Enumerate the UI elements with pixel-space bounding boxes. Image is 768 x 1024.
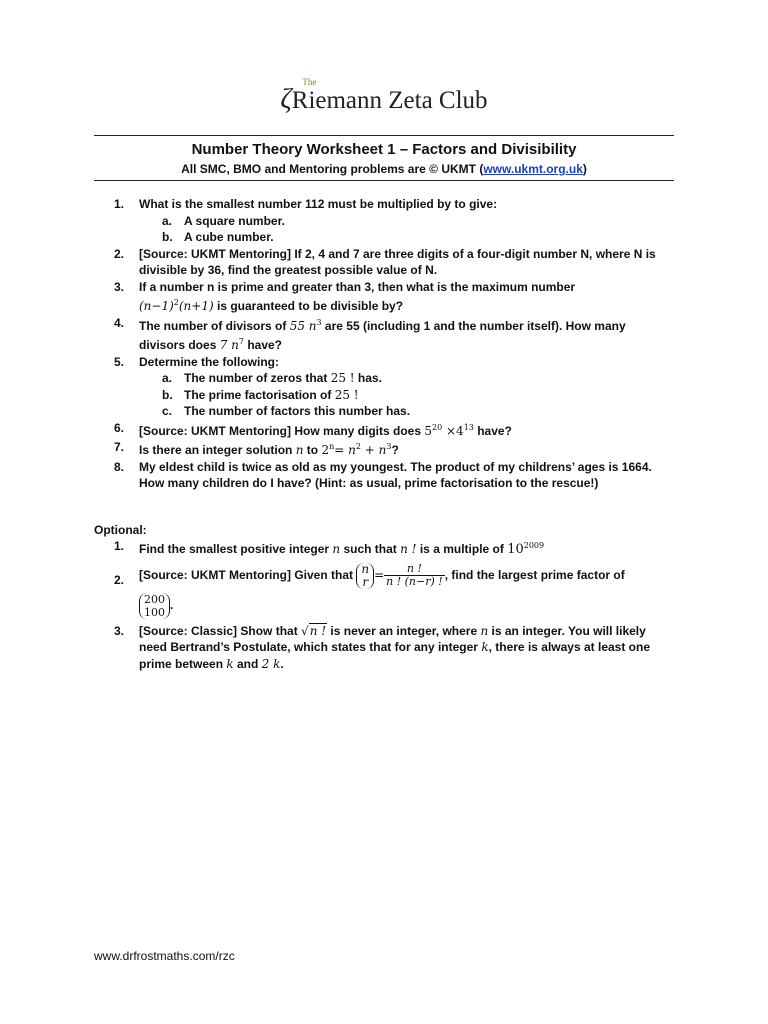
optional-question-1: 1. Find the smallest positive integer n such that n ! is a multiple of $10^{2009}$ — [114, 539, 545, 557]
binomial-n-r: n r — [356, 563, 374, 589]
logo-text: Riemann Zeta Club — [291, 87, 488, 114]
question-5a: a. The number of zeros that 25 ! has. — [162, 371, 382, 385]
question-8: 8. My eldest child is twice as old as my youngest. The product of my childrens’ ages is 1664. How many children do I have? (Hint: as usual, prime factorisation to the rescue!) — [114, 459, 652, 490]
logo-the: The — [302, 77, 317, 87]
question-3: 3. If a number n is prime and greater than 3, then what is the maximum number $(n-1)^2(n+1)$ is guaranteed to be divisible by? — [114, 279, 576, 313]
question-5c: c. The number of factors this number has. — [162, 404, 411, 418]
question-1: 1. What is the smallest number 112 must be multiplied by to give: — [114, 197, 498, 211]
zeta-symbol: ζ — [280, 84, 292, 115]
club-logo — [0, 77, 768, 116]
question-5: 5. Determine the following: — [114, 354, 280, 369]
factorial-fraction: $\frac{n !}{n ! (n-r) !}$ — [386, 562, 443, 588]
optional-question-2: 2. [Source: UKMT Mentoring] Given that n r = $\frac{n !}{n ! (n-r) !}$ , find the largest prime factor of — [114, 561, 625, 589]
optional-question-3: 3. [Source: Classic] Show that √n ! is never an integer, where n is an integer. You will likely need Bertrand’s Postulate, which states that for any integer k, there is always at least one prime between k and 2 k. — [114, 623, 651, 671]
ukmt-link[interactable]: www.ukmt.org.uk — [483, 162, 583, 176]
page-title: Number Theory Worksheet 1 – Factors and Divisibility — [191, 141, 577, 158]
worksheet-body — [94, 196, 674, 672]
optional-question-2-cont: 200 100 . — [94, 593, 674, 619]
question-1a: a. A square number. — [162, 213, 285, 228]
question-4: 4. The number of divisors of 55 $n^3$ are 55 (including 1 and the number itself). How many divisors does 7 $n^7$ have? — [114, 315, 626, 352]
optional-heading: Optional: — [94, 522, 147, 537]
question-6: 6. [Source: UKMT Mentoring] How many digits does $5^{20} \times 4^{13}$ have? — [114, 420, 512, 438]
question-2: 2. [Source: UKMT Mentoring] If 2, 4 and 7 are three digits of a four-digit number N, where N is divisible by 36, find the greatest possible value of N. — [114, 246, 656, 277]
footer-url: www.drfrostmaths.com/rzc — [94, 949, 235, 963]
question-5b: b. The prime factorisation of 25 ! — [162, 387, 359, 402]
sqrt-n-factorial: √n ! — [301, 623, 327, 638]
binomial-200-100: 200 100 — [139, 593, 170, 619]
header-bottom-rule — [94, 180, 674, 181]
top-rule — [94, 135, 674, 136]
question-7: 7. Is there an integer solution n to $2^n= n^2 + n^3$? — [114, 440, 399, 457]
copyright-line: All SMC, BMO and Mentoring problems are © UKMT (www.ukmt.org.uk) — [181, 162, 587, 176]
question-1b: b. A cube number. — [162, 230, 274, 244]
